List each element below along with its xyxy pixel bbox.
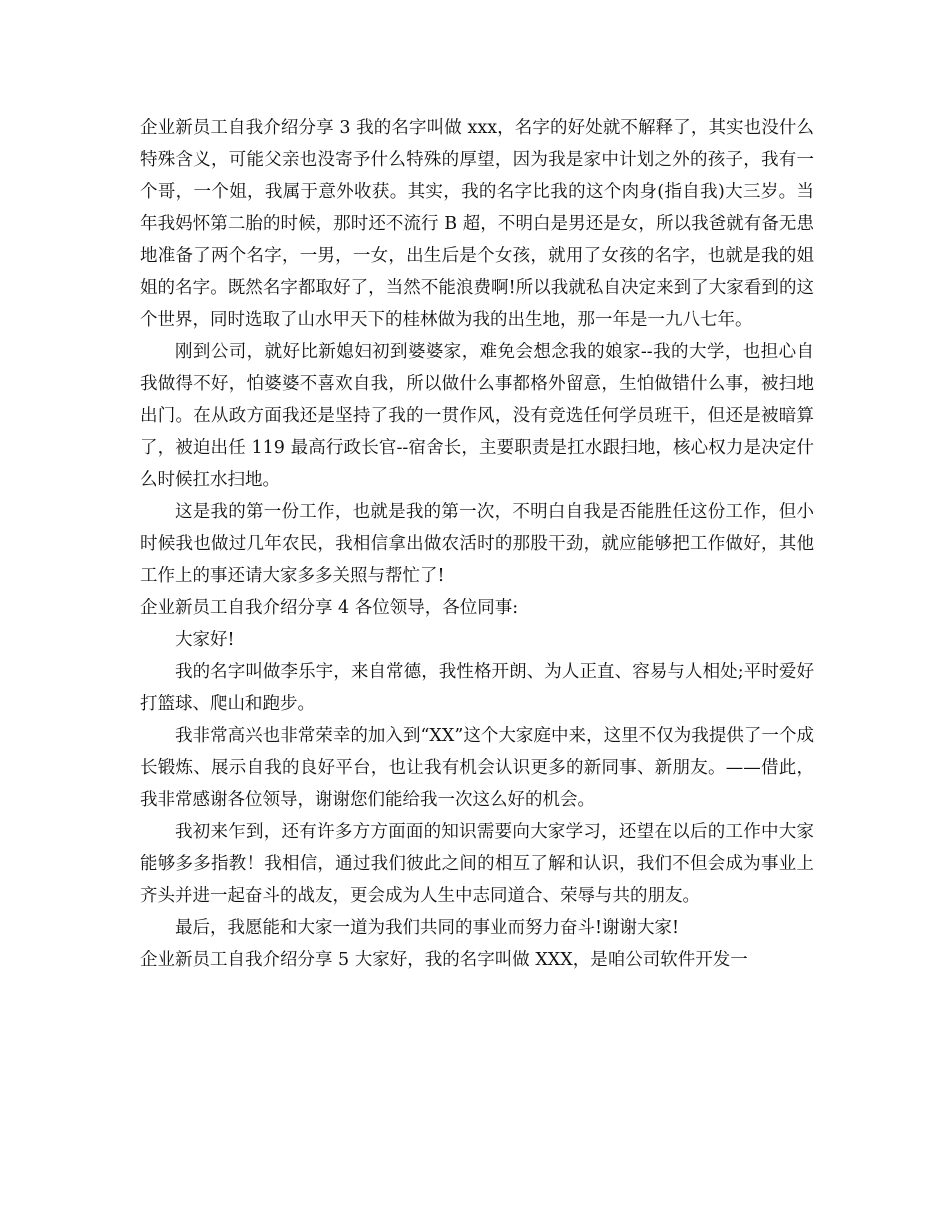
document-page <box>140 112 814 976</box>
paragraph-text: 各位领导，各位同事: <box>354 598 519 618</box>
body-paragraph: 我初来乍到，还有许多方方面面的知识需要向大家学习，还望在以后的工作中大家能够多多指教！我相信，通过我们彼此之间的相互了解和认识，我们不但会成为事业上齐头并进一起奋斗的战友，更会成为人生中志同道合、荣辱与共的朋友。 <box>140 822 814 906</box>
section-heading: 企业新员工自我介绍分享 5 <box>140 950 350 970</box>
section-heading: 企业新员工自我介绍分享 3 <box>140 118 351 138</box>
section-heading: 企业新员工自我介绍分享 4 <box>140 598 350 618</box>
body-paragraph: 这是我的第一份工作，也就是我的第一次，不明白自我是否能胜任这份工作，但小时候我也做过几年农民，我相信拿出做农活时的那股干劲，就应能够把工作做好，其他工作上的事还请大家多多关照与帮忙了! <box>140 502 814 586</box>
greeting-paragraph: 大家好! <box>175 630 235 650</box>
section-5-paragraph <box>140 944 814 976</box>
paragraph-text: 我的名字叫做 xxx，名字的好处就不解释了，其实也没什么特殊含义，可能父亲也没寄予什么特殊的厚望，因为我是家中计划之外的孩子，我有一个哥，一个姐，我属于意外收获。其实，我的名字比我的这个肉身(指自我)大三岁。当年我妈怀第二胎的时候，那时还不流行 B 超，不明白是男还是女，所以我爸就有备无患地准备了两个名字，一男，一女，出生后是个女孩，就用了女孩的名字，也就是我的姐姐的名字。既然名字都取好了，当然不能浪费啊!所以我就私自决定来到了大家看到的这个世界，同时选取了山水甲天下的桂林做为我的出生地，那一年是一九八七年。 <box>140 118 814 330</box>
paragraph-text: 大家好，我的名字叫做 XXX，是咱公司软件开发一 <box>354 950 748 970</box>
body-paragraph: 我的名字叫做李乐宇，来自常德，我性格开朗、为人正直、容易与人相处;平时爱好打篮球、爬山和跑步。 <box>140 662 814 714</box>
body-paragraph: 刚到公司，就好比新媳妇初到婆婆家，难免会想念我的娘家--我的大学，也担心自我做得不好，怕婆婆不喜欢自我，所以做什么事都格外留意，生怕做错什么事，被扫地出门。在从政方面我还是坚持了我的一贯作风，没有竞选任何学员班干，但还是被暗算了，被迫出任 119 最高行政长官--宿舍长，主要职责是扛水跟扫地，核心权力是决定什么时候扛水扫地。 <box>140 342 814 490</box>
body-paragraph: 我非常高兴也非常荣幸的加入到“XX”这个大家庭中来，这里不仅为我提供了一个成长锻炼、展示自我的良好平台，也让我有机会认识更多的新同事、新朋友。——借此，我非常感谢各位领导，谢谢您们能给我一次这么好的机会。 <box>140 726 814 810</box>
section-4-paragraph <box>140 592 814 624</box>
body-paragraph: 最后，我愿能和大家一道为我们共同的事业而努力奋斗!谢谢大家! <box>175 918 680 938</box>
section-3-paragraph <box>140 112 814 336</box>
